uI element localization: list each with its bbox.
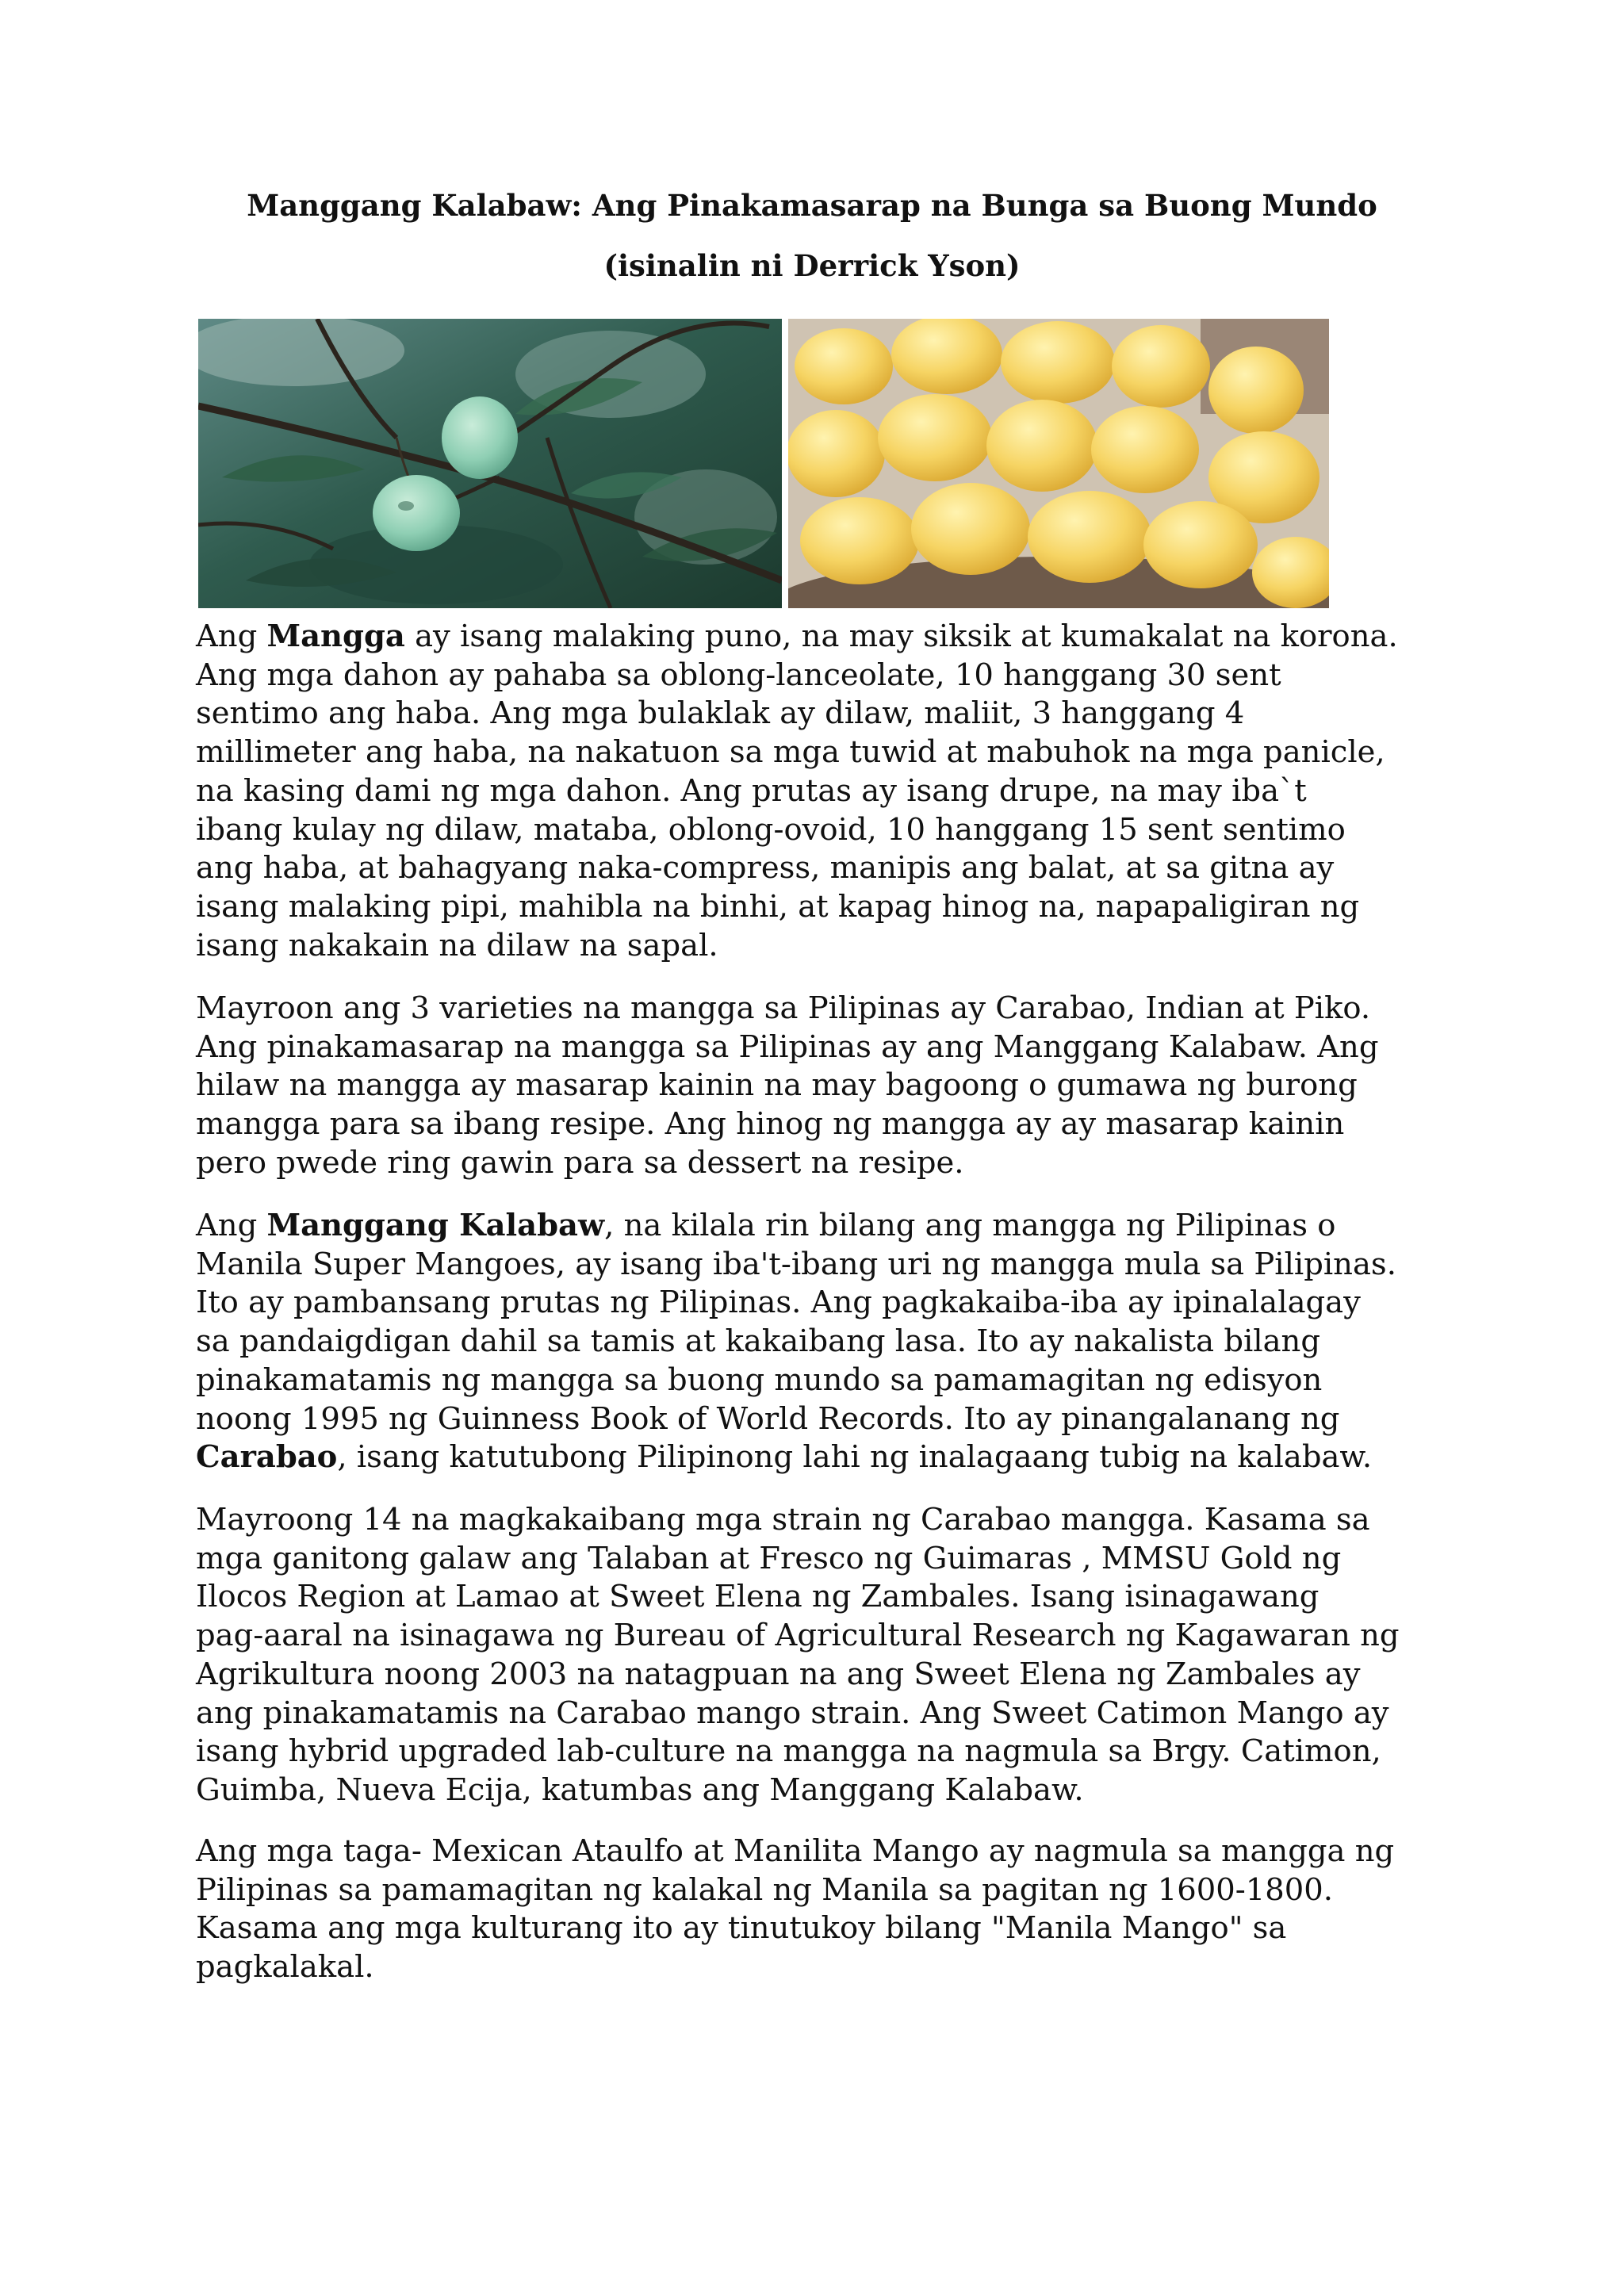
text-line: pag-aaral na isinagawa ng Bureau of Agricultural Research ng Kagawaran ng [196, 1618, 1400, 1654]
text-line: Carabao, isang katutubong Pilipinong lahi ng inalagaang tubig na kalabaw. [196, 1439, 1373, 1476]
text-line: pagkalakal. [196, 1949, 374, 1986]
text-line: isang hybrid upgraded lab-culture na mangga na nagmula sa Brgy. Catimon, [196, 1733, 1381, 1770]
text-line: Ito ay pambansang prutas ng Pilipinas. Ang pagkakaiba-iba ay ipinalalagay [196, 1285, 1361, 1321]
text-line: ang haba, at bahagyang naka-compress, manipis ang balat, at sa gitna ay [196, 850, 1335, 887]
text-line: Ang mga taga- Mexican Ataulfo at Manilita Mango ay nagmula sa mangga ng [196, 1833, 1395, 1869]
text-line: hilaw na mangga ay masarap kainin na may bagoong o gumawa ng burong [196, 1067, 1358, 1104]
paragraph-manila-mango-trade [196, 1833, 1465, 1987]
ripe-mangoes-photo [788, 319, 1329, 608]
text-line: ang pinakamatamis na Carabao mango strain. Ang Sweet Catimon Mango ay [196, 1695, 1389, 1731]
paragraph-manggang-kalabaw [196, 1207, 1465, 1477]
paragraph-carabao-strains [196, 1501, 1465, 1810]
page-title: Manggang Kalabaw: Ang Pinakamasarap na Bunga sa Buong Mundo [247, 188, 1377, 223]
text-line: Kasama ang mga kulturang ito ay tinutukoy bilang "Manila Mango" sa [196, 1910, 1287, 1947]
paragraph-mangga-description [196, 618, 1465, 965]
text-line: Pilipinas sa pamamagitan ng kalakal ng Manila sa pagitan ng 1600-1800. [196, 1871, 1334, 1908]
green-mangoes-photo [198, 319, 782, 608]
text-line: sentimo ang haba. Ang mga bulaklak ay dilaw, maliit, 3 hanggang 4 [196, 695, 1245, 732]
bold-term-carabao: Carabao [196, 1439, 338, 1476]
text-line: Ang mga dahon ay pahaba sa oblong-lanceolate, 10 hanggang 30 sent [196, 657, 1281, 693]
green-mangoes-image [198, 319, 782, 608]
bold-term-manggang-kalabaw: Manggang Kalabaw [266, 1208, 605, 1243]
text-line: millimeter ang haba, na nakatuon sa mga tuwid at mabuhok na mga panicle, [196, 734, 1385, 771]
text-line: Ang Mangga ay isang malaking puno, na may siksik at kumakalat na korona. [196, 618, 1398, 654]
text-line: Ang pinakamasarap na mangga sa Pilipinas ay ang Manggang Kalabaw. Ang [196, 1028, 1379, 1065]
text-line: Ilocos Region at Lamao at Sweet Elena ng Zambales. Isang isinagawang [196, 1579, 1320, 1615]
text-line: mangga para sa ibang resipe. Ang hinog ng mangga ay ay masarap kainin [196, 1106, 1345, 1143]
text-line: pinakamatamis ng mangga sa buong mundo sa pamamagitan ng edisyon [196, 1361, 1323, 1398]
ripe-mangoes-image [788, 319, 1329, 608]
text-line: sa pandaigdigan dahil sa tamis at kakaibang lasa. Ito ay nakalista bilang [196, 1323, 1320, 1360]
text-line: Agrikultura noong 2003 na natagpuan na ang Sweet Elena ng Zambales ay [196, 1656, 1361, 1692]
text-line: Mayroon ang 3 varieties na mangga sa Pilipinas ay Carabao, Indian at Piko. [196, 990, 1371, 1026]
text-line: ibang kulay ng dilaw, mataba, oblong-ovoid, 10 hanggang 15 sent sentimo [196, 811, 1346, 848]
text-line: isang nakakain na dilaw na sapal. [196, 927, 718, 963]
text-line: na kasing dami ng mga dahon. Ang prutas ay isang drupe, na may iba`t [196, 772, 1307, 809]
paragraph-mango-varieties [196, 990, 1465, 1183]
text-line: Ang Manggang Kalabaw, na kilala rin bilang ang mangga ng Pilipinas o [196, 1208, 1336, 1243]
text-line: Mayroong 14 na magkakaibang mga strain ng Carabao mangga. Kasama sa [196, 1502, 1370, 1538]
text-line: mga ganitong galaw ang Talaban at Fresco ng Guimaras , MMSU Gold ng [196, 1540, 1342, 1576]
text-line: Guimba, Nueva Ecija, katumbas ang Manggang Kalabaw. [196, 1771, 1084, 1808]
page-subtitle-translator: (isinalin ni Derrick Yson) [603, 248, 1021, 283]
text-line: isang malaking pipi, mahibla na binhi, at kapag hinog na, napapaligiran ng [196, 888, 1360, 925]
text-line: Manila Super Mangoes, ay isang iba't-ibang uri ng mangga mula sa Pilipinas. [196, 1246, 1396, 1282]
text-line: pero pwede ring gawin para sa dessert na resipe. [196, 1144, 964, 1181]
bold-term-mangga: Mangga [266, 618, 405, 654]
text-line: noong 1995 ng Guinness Book of World Records. Ito ay pinangalanang ng [196, 1400, 1340, 1437]
